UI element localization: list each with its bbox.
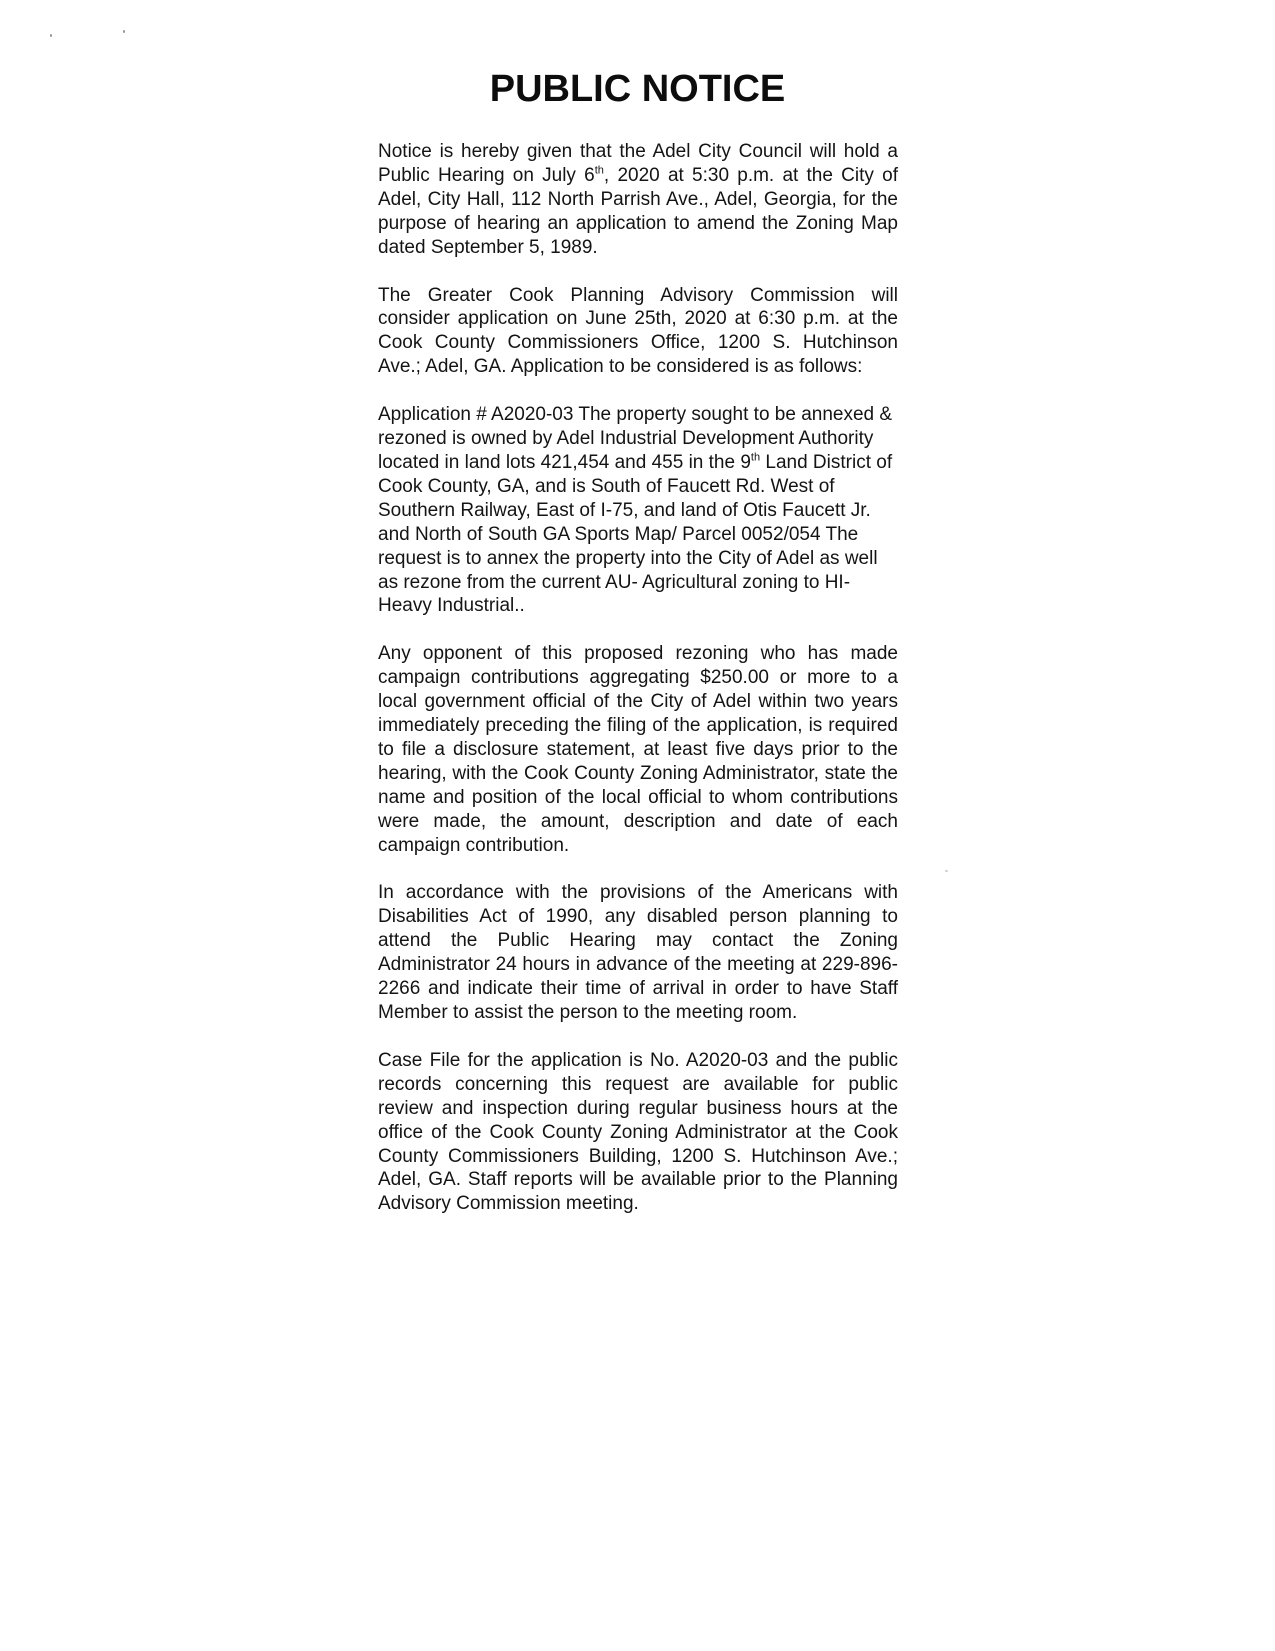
hearing-paragraph <box>378 140 898 260</box>
ordinal-suffix: th <box>594 164 604 177</box>
notice-body <box>378 140 898 1240</box>
case-file-paragraph: Case File for the application is No. A2020-03 and the public records concerning this request are available for public review and inspection during regular business hours at the office of the Cook County Zoning Administrator at the Cook County Commissioners Building, 1200 S. Hutchinson Ave.; Adel, GA. Staff reports will be available prior to the Planning Advisory Commission meeting. <box>378 1049 898 1215</box>
application-text-end: Land District of Cook County, GA, and is South of Faucett Rd. West of Southern Railway, East of I-75, and land of Otis Faucett Jr. and North of South GA Sports Map/ Parcel 0052/054 The request is to annex the property into the City of Adel as well as rezone from the current AU- Agricultural zoning to HI- Heavy Industrial.. <box>378 451 893 617</box>
ada-paragraph: In accordance with the provisions of the Americans with Disabilities Act of 1990, any disabled person planning to attend the Public Hearing may contact the Zoning Administrator 24 hours in advance of the meeting at 229-896-2266 and indicate their time of arrival in order to have Staff Member to assist the person to the meeting room. <box>378 882 898 1023</box>
scan-speck <box>50 34 52 37</box>
notice-title: PUBLIC NOTICE <box>489 68 786 110</box>
application-text-start: Application # A2020-03 The property sought to be annexed & rezoned is owned by Adel Industrial Development Authority located in land lots 421,454 and 455 in the 9 <box>378 404 893 473</box>
scan-speck <box>123 30 125 33</box>
commission-paragraph: The Greater Cook Planning Advisory Commission will consider application on June 25th, 2020 at 6:30 p.m. at the Cook County Commissioners Office, 1200 S. Hutchinson Ave.; Adel, GA. Application to be considered is as follows: <box>378 284 898 378</box>
hearing-text-start: Notice is hereby given that the Adel City Council will hold a Public Hearing on July 6 <box>378 141 898 186</box>
scan-speck <box>945 870 948 872</box>
application-paragraph <box>378 403 898 618</box>
ordinal-suffix: th <box>750 451 761 464</box>
hearing-text-end: , 2020 at 5:30 p.m. at the City of Adel, City Hall, 112 North Parrish Ave., Adel, Georgia, for the purpose of hearing an application to amend the Zoning Map dated September 5, 1989. <box>378 164 898 258</box>
disclosure-paragraph: Any opponent of this proposed rezoning who has made campaign contributions aggregating $250.00 or more to a local government official of the City of Adel within two years immediately preceding the filing of the application, is required to file a disclosure statement, at least five days prior to the hearing, with the Cook County Zoning Administrator, state the name and position of the local official to whom contributions were made, the amount, description and date of each campaign contribution. <box>378 643 898 856</box>
